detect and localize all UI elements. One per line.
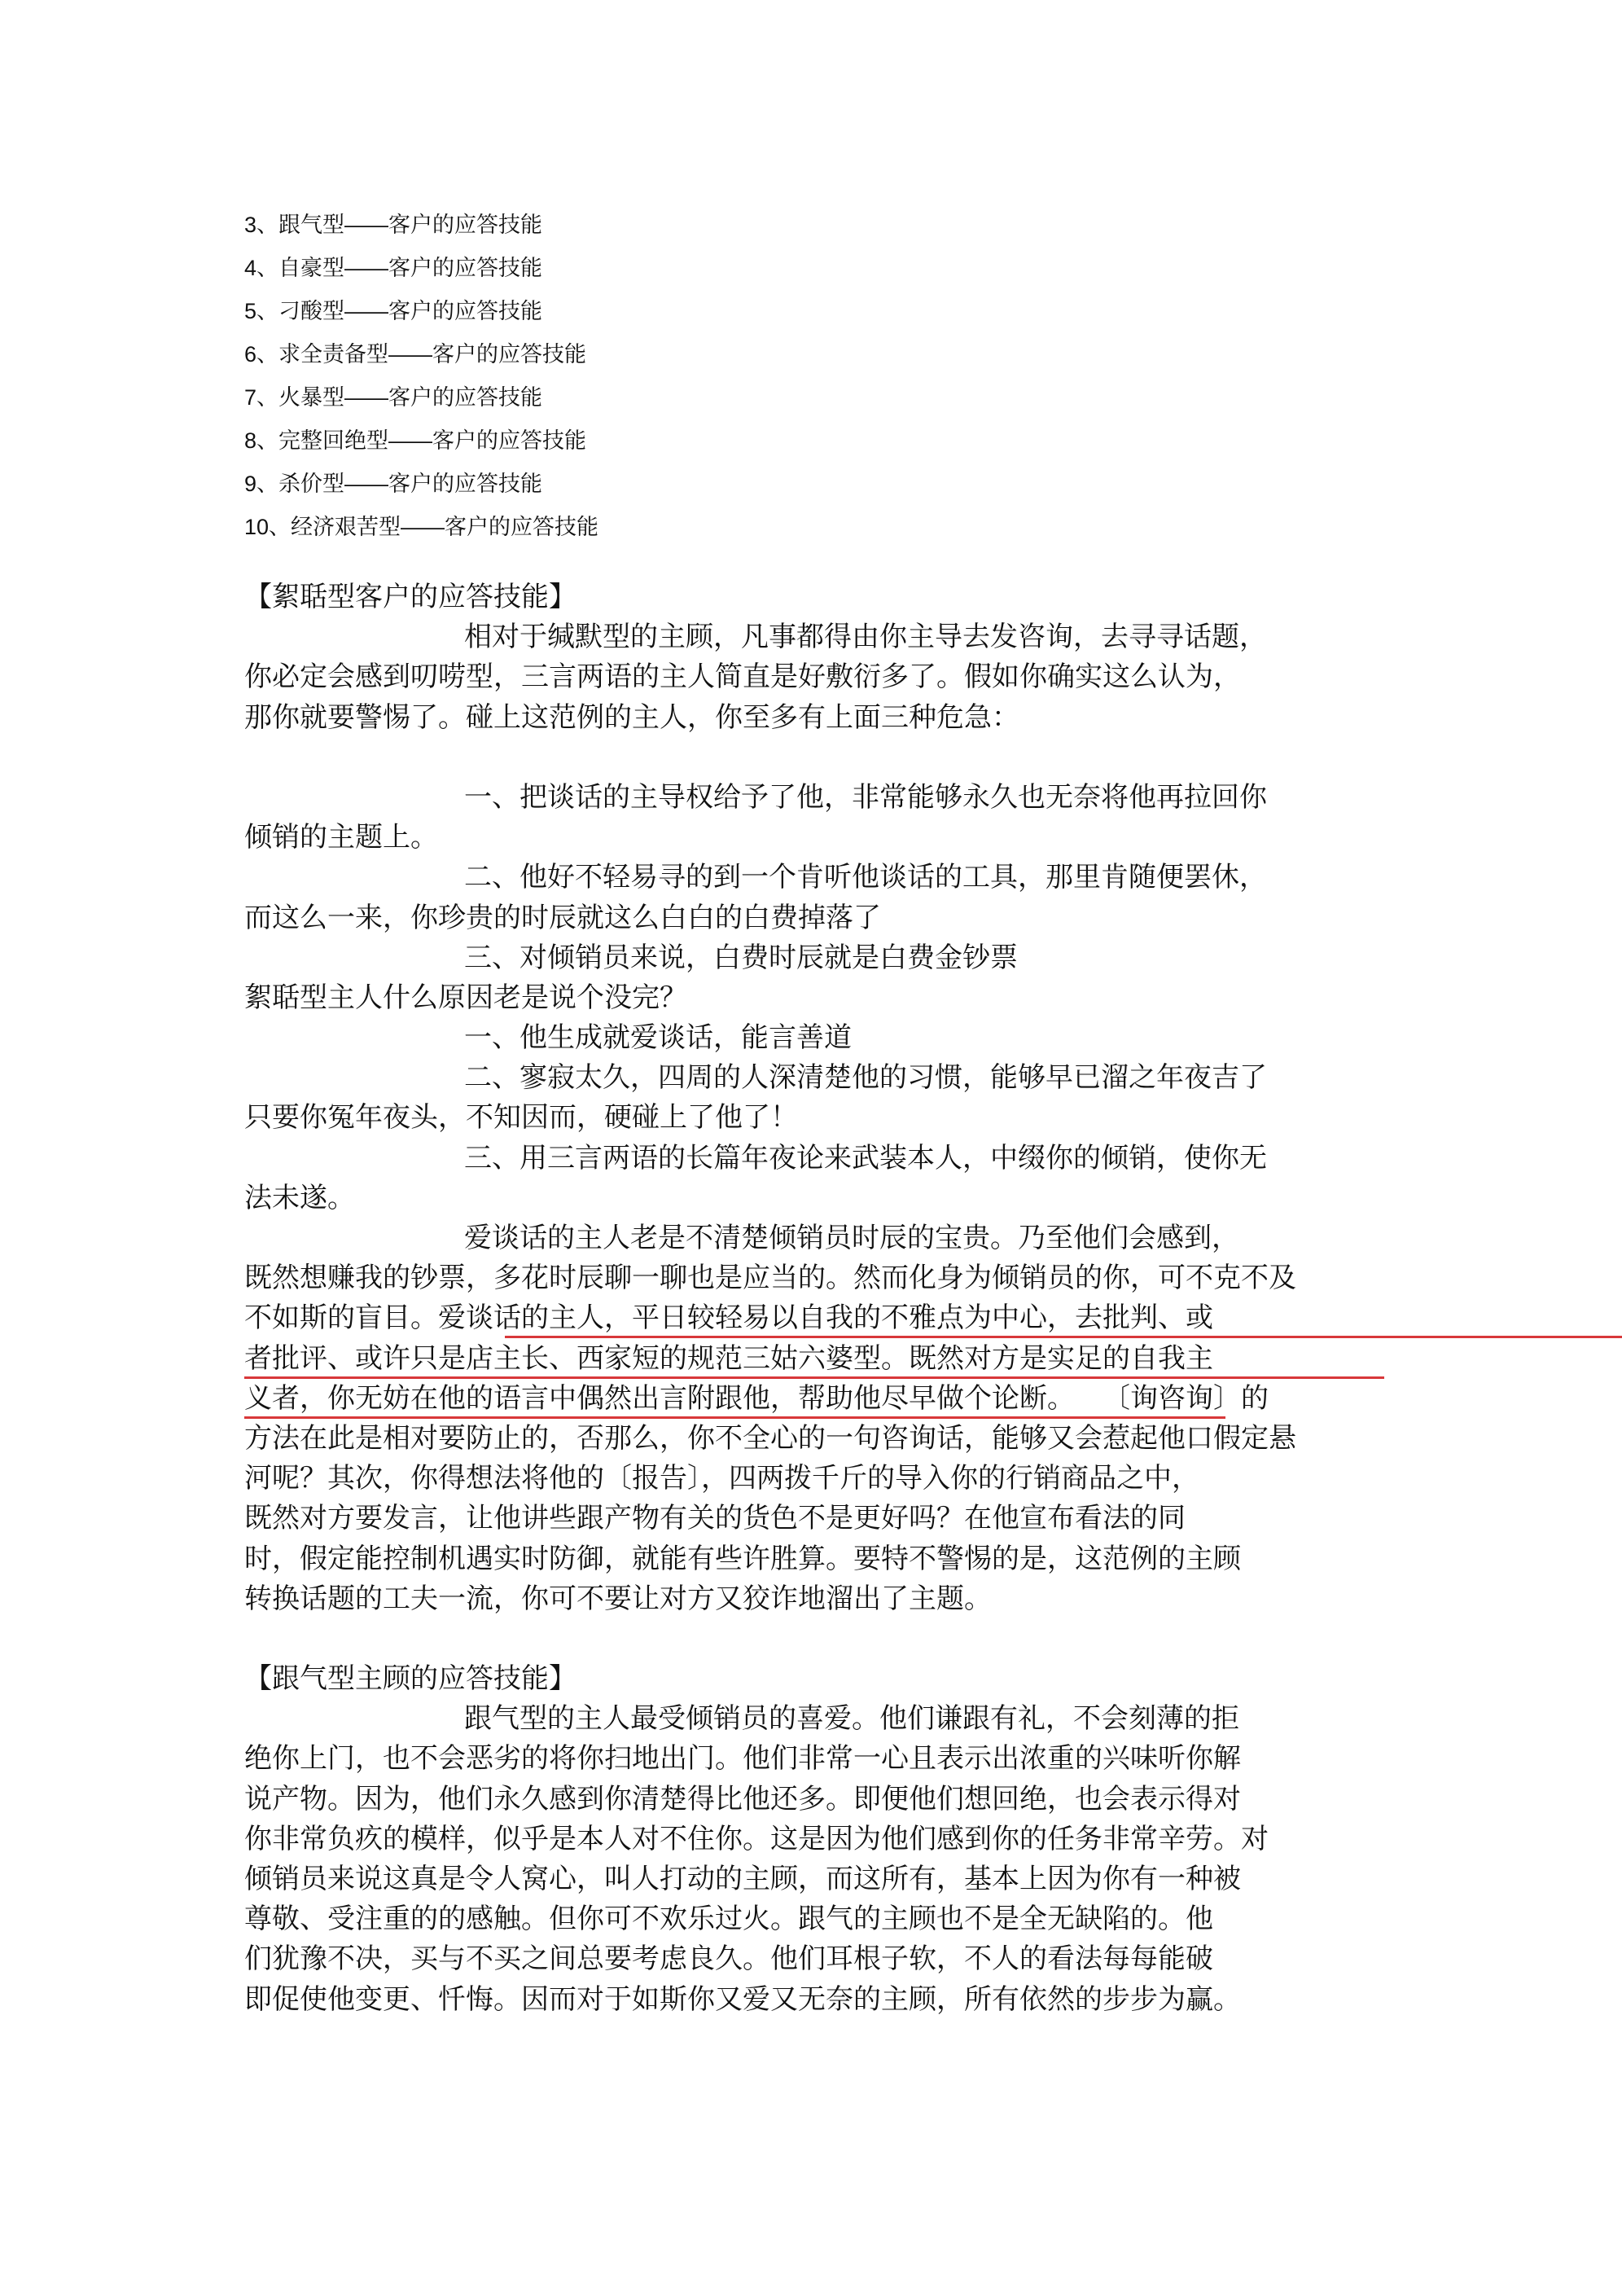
topic-list [244,204,598,549]
paragraph-line: 法未遂。 [244,1181,355,1214]
section-heading: 【絮聒型客户的应答技能】 [244,581,576,613]
paragraph-line: 即促使他变更、忏悔。因而对于如斯你又爱又无奈的主顾，所有依然的步步为赢。 [244,1982,1241,2016]
list-item: 8、完整回绝型——客户的应答技能 [244,428,587,453]
blank-line [244,738,1417,778]
paragraph-line: 跟气型的主人最受倾销员的喜爱。他们谦跟有礼，不会刻薄的拒 [464,1702,1239,1736]
section-heading: 【跟气型主顾的应答技能】 [244,1662,576,1696]
paragraph-line: 而这么一来，你珍贵的时辰就这么白白的白费掉落了 [244,901,881,934]
paragraph-line: 既然想赚我的钞票，多花时辰聊一聊也是应当的。然而化身为倾销员的你，可不克不及 [244,1262,1296,1295]
paragraph-line: 倾销的主题上。 [244,821,438,854]
list-item: 4、自豪型——客户的应答技能 [244,256,543,280]
paragraph-line: 不如斯的盲目。爱谈话的主人，平日较轻易以自我的不雅点为中心，去批判、或 [244,1298,1417,1338]
paragraph-line: 绝你上门，也不会恶劣的将你扫地出门。他们非常一心且表示出浓重的兴味听你解 [244,1742,1241,1776]
paragraph-line: 义者，你无妨在他的语言中偶然出言附跟他，帮助他尽早做个论断。 〔询咨询〕的 [244,1379,1417,1419]
paragraph-line: 们犹豫不决，买与不买之间总要考虑良久。他们耳根子软，不人的看法每每能破 [244,1943,1213,1976]
paragraph-line: 爱谈话的主人老是不清楚倾销员时辰的宝贵。乃至他们会感到， [464,1222,1239,1254]
paragraph-line: 三、对倾销员来说，白费时辰就是白费金钞票 [464,941,1018,974]
list-item: 3、跟气型——客户的应答技能 [244,213,543,237]
paragraph-line: 既然对方要发言，让他讲些跟产物有关的货色不是更好吗？在他宣布看法的同 [244,1502,1186,1535]
paragraph-line: 三、用三言两语的长篇年夜论来武装本人，中缀你的倾销，使你无 [464,1141,1267,1174]
paragraph-line: 只要你冤年夜头，不知因而，硬碰上了他了！ [244,1101,798,1135]
paragraph-line: 说产物。因为，他们永久感到你清楚得比他还多。即便他们想回绝，也会表示得对 [244,1782,1241,1815]
paragraph-line: 二、寥寂太久，四周的人深清楚他的习惯，能够早已溜之年夜吉了 [464,1061,1267,1095]
list-item: 9、杀价型——客户的应答技能 [244,472,543,496]
blank-line [244,1619,1417,1659]
paragraph-line: 尊敬、受注重的的感触。但你可不欢乐过火。跟气的主顾也不是全无缺陷的。他 [244,1903,1213,1936]
paragraph-line: 方法在此是相对要防止的，否那么，你不全心的一句咨询话，能够又会惹起他口假定悬 [244,1421,1296,1455]
paragraph-line: 你必定会感到叨唠型，三言两语的主人简直是好敷衍多了。假如你确实这么认为， [244,661,1241,694]
paragraph-line: 二、他好不轻易寻的到一个肯听他谈话的工具，那里肯随便罢休， [464,861,1267,894]
paragraph-line: 那你就要警惕了。碰上这范例的主人，你至多有上面三种危急： [244,700,1019,734]
paragraph-line: 絮聒型主人什么原因老是说个没完？ [244,981,687,1014]
list-item: 10、经济艰苦型——客户的应答技能 [244,515,599,539]
paragraph-line: 时，假定能控制机遇实时防御，就能有些许胜算。要特不警惕的是，这范例的主顾 [244,1542,1241,1575]
paragraph-line: 一、把谈话的主导权给予了他，非常能够永久也无奈将他再拉回你 [464,780,1267,814]
paragraph-line: 倾销员来说这真是令人窝心，叫人打动的主顾，而这所有，基本上因为你有一种被 [244,1863,1241,1895]
paragraph-line: 相对于缄默型的主顾，凡事都得由你主导去发咨询，去寻寻话题， [464,621,1267,654]
list-item: 5、刁酸型——客户的应答技能 [244,299,543,323]
paragraph-line: 转换话题的工夫一流，你可不要让对方又狡诈地溜出了主题。 [244,1582,992,1615]
paragraph-line: 者批评、或许只是店主长、西家短的规范三姑六婆型。既然对方是实足的自我主 [244,1339,1417,1379]
list-item: 6、求全责备型——客户的应答技能 [244,342,587,367]
paragraph-line: 一、他生成就爱谈话，能言善道 [464,1021,852,1055]
document-body [244,577,1417,2020]
paragraph-line: 你非常负疚的模样，似乎是本人对不住你。这是因为他们感到你的任务非常辛劳。对 [244,1822,1269,1855]
list-item: 7、火暴型——客户的应答技能 [244,385,543,410]
paragraph-line: 河呢？其次，你得想法将他的〔报告〕，四两拨千斤的导入你的行销商品之中， [244,1462,1199,1495]
